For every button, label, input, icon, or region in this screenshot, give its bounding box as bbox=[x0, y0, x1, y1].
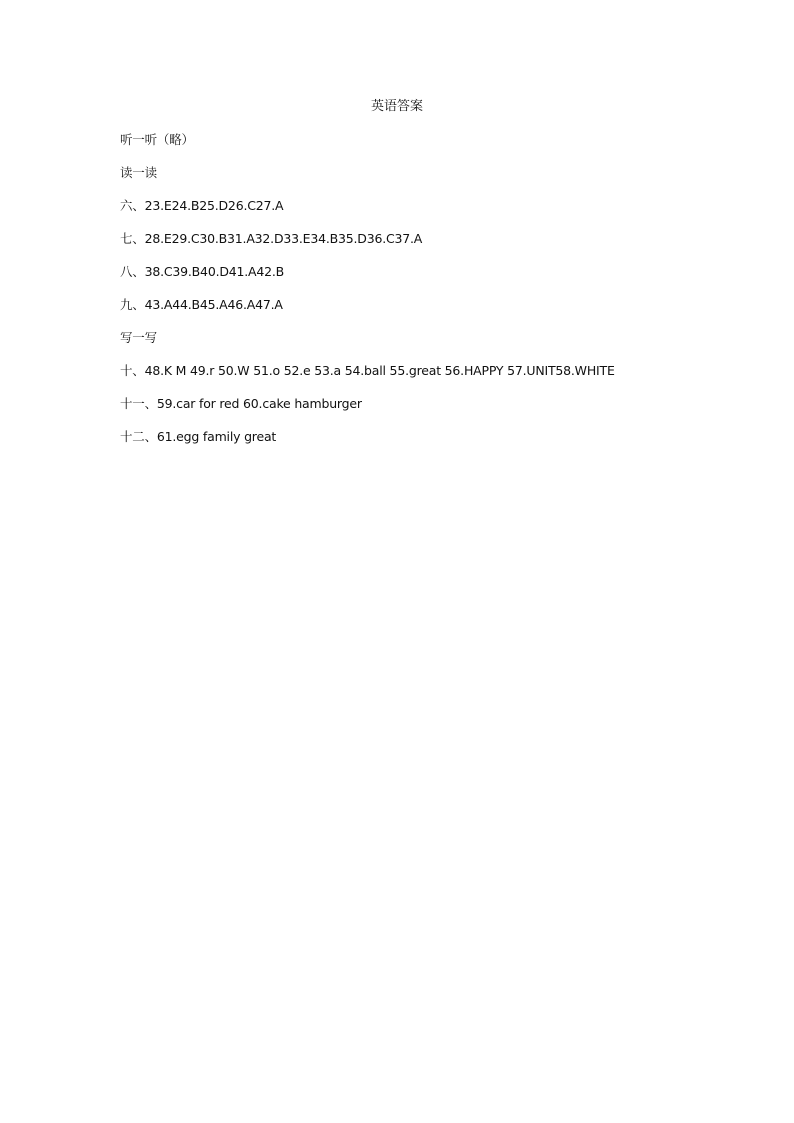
answer-line-7: 七、28.E29.C30.B31.A32.D33.E34.B35.D36.C37.A bbox=[120, 231, 423, 246]
answer-line-10: 十、48.K M 49.r 50.W 51.o 52.e 53.a 54.ball 55.great 56.HAPPY 57.UNIT58.WHITE bbox=[120, 363, 615, 378]
answer-line-9: 九、43.A44.B45.A46.A47.A bbox=[120, 297, 283, 312]
section-write-heading: 写一写 bbox=[120, 330, 157, 345]
section-listen: 听一听（略） bbox=[120, 132, 194, 147]
document-title: 英语答案 bbox=[370, 99, 423, 114]
section-read-heading: 读一读 bbox=[120, 165, 157, 180]
answer-line-6: 六、23.E24.B25.D26.C27.A bbox=[120, 198, 284, 213]
answer-list bbox=[120, 130, 740, 460]
answer-line-8: 八、38.C39.B40.D41.A42.B bbox=[120, 264, 285, 279]
answer-line-12: 十二、61.egg family great bbox=[120, 429, 277, 444]
answer-line-11: 十一、59.car for red 60.cake hamburger bbox=[120, 396, 362, 411]
